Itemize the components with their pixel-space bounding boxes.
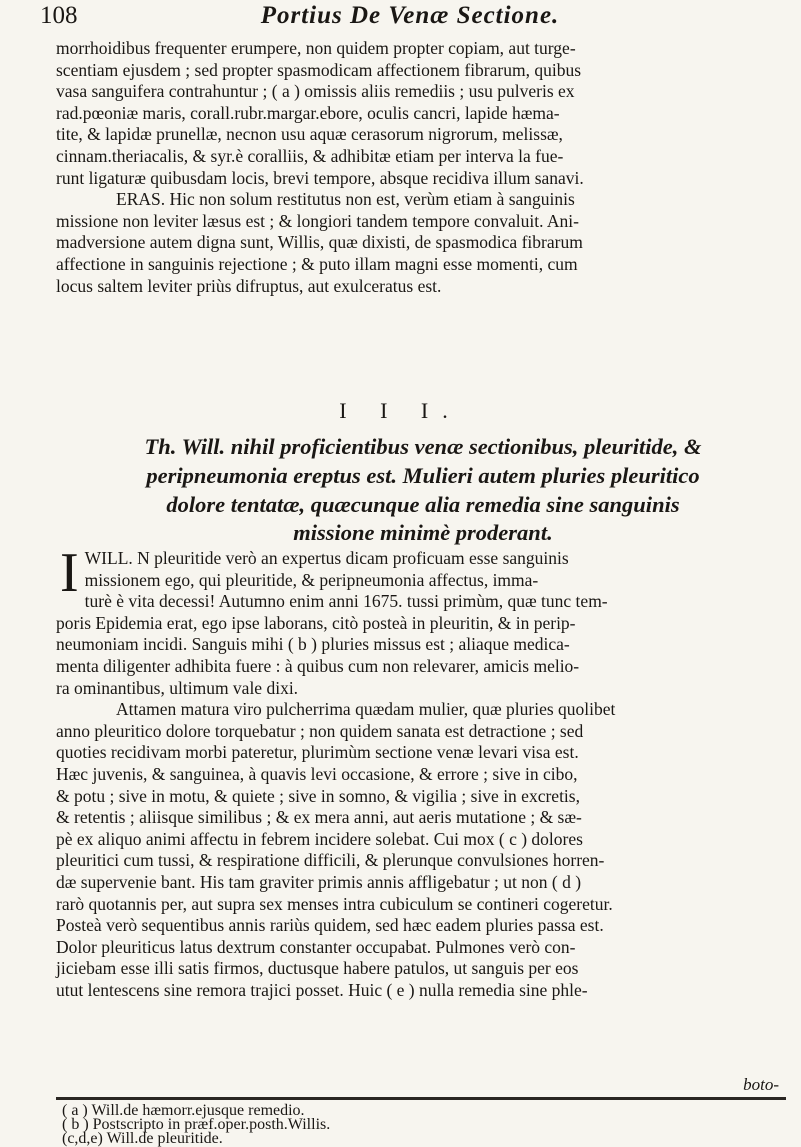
heading-line: missione minimè proderant.	[293, 520, 553, 546]
heading-line: peripneumonia ereptus est. Mulieri autem pluries pleuritico	[146, 462, 700, 488]
catchword: boto-	[743, 1075, 779, 1094]
main-text	[56, 542, 786, 1001]
text-line: dæ supervenie bant. His tam graviter primis annis affligebatur ; ut non ( d )	[56, 871, 582, 892]
speaker-label: WILL.	[84, 548, 133, 568]
text-line: Hæc juvenis, & sanguinea, à quavis levi occasione, & errore ; sive in cibo,	[56, 763, 578, 784]
text-line: vasa sanguifera contrahuntur ; ( a ) omissis aliis remediis ; usu pulveris ex	[56, 81, 575, 102]
text-line: quoties recidivam morbi pateretur, plurimùm sectione venæ levari visa est.	[56, 742, 579, 763]
page-number: 108	[40, 2, 78, 29]
text-line: cinnam.theriacalis, & syr.è coralliis, & adhibitæ etiam per interva la fue-	[56, 145, 564, 166]
text-line: N pleuritide verò an expertus dicam proficuam esse sanguinis	[137, 548, 569, 568]
page-header	[40, 2, 780, 38]
text-line: ra ominantibus, ultimum vale dixi.	[56, 677, 299, 698]
text-line: menta diligenter adhibita fuere : à quibus cum non relevarer, amicis melio-	[56, 655, 580, 676]
text-line: Posteà verò sequentibus annis rariùs quidem, sed hæc eadem pluries passa est.	[56, 915, 604, 936]
footnote-rule	[56, 1097, 786, 1100]
text-line: & potu ; sive in motu, & quiete ; sive in somno, & vigilia ; sive in excretis,	[56, 785, 580, 806]
continued-paragraph	[56, 38, 786, 297]
text-line: poris Epidemia erat, ego ipse laborans, citò posteà in pleuritin, & in perip-	[56, 612, 576, 633]
text-line: ERAS. Hic non solum restitutus non est, verùm etiam à sanguinis	[116, 189, 575, 210]
text-line: rad.pœoniæ maris, corall.rubr.margar.ebore, oculis cancri, lapide hæma-	[56, 102, 560, 123]
text-line: madversione autem digna sunt, Willis, quæ dixisti, de spasmodica fibrarum	[56, 232, 583, 253]
text-line: pè ex aliquo animi affectu in febrem incidere solebat. Cui mox ( c ) dolores	[56, 828, 583, 849]
footnote: (c,d,e) Will.de pleuritide.	[62, 1130, 223, 1147]
text-line: rarò quotannis per, aut supra sex menses intra cubiculum se contineri cogeretur.	[56, 893, 613, 914]
footnotes	[62, 1104, 762, 1146]
footnote: ( a ) Will.de hæmorr.ejusque remedio.	[62, 1102, 305, 1119]
text-line: anno pleuritico dolore torquebatur ; non quidem sanata est detractione ; sed	[56, 720, 584, 741]
text-line: neumoniam incidi. Sanguis mihi ( b ) pluries missus est ; aliaque medica-	[56, 634, 570, 655]
text-line: pleuritici cum tussi, & respiratione difficili, & plerunque convulsiones horren-	[56, 850, 605, 871]
heading-line: Th. Will. nihil proficientibus venæ sectionibus, pleuritide, &	[144, 434, 702, 459]
section-number: I I I.	[339, 398, 462, 423]
heading-line: dolore tentatæ, quæcunque alia remedia sine sanguinis	[166, 491, 680, 517]
text-line: missionem ego, qui pleuritide, & peripneumonia affectus, imma-	[84, 569, 539, 590]
text-line: scentiam ejusdem ; sed propter spasmodicam affectionem fibrarum, quibus	[56, 59, 582, 80]
drop-cap: I	[60, 542, 79, 604]
text-line: utut lentescens sine remora trajici posset. Huic ( e ) nulla remedia sine phle-	[56, 979, 588, 1000]
text-line: affectione in sanguinis rejectione ; & puto illam magni esse momenti, cum	[56, 253, 578, 274]
text-line: missione non leviter læsus est ; & longiori tandem tempore convaluit. Ani-	[56, 210, 579, 231]
text-line: Dolor pleuriticus latus dextrum constanter occupabat. Pulmones verò con-	[56, 936, 576, 957]
text-line: & retentis ; aliisque similibus ; & ex mera anni, aut aeris mutatione ; & sæ-	[56, 807, 582, 828]
footnote: ( b ) Postscripto in præf.oper.posth.Willis.	[62, 1116, 331, 1133]
text-line: Attamen matura viro pulcherrima quædam mulier, quæ pluries quolibet	[116, 699, 616, 720]
section-heading	[60, 433, 786, 548]
text-line: locus saltem leviter priùs difruptus, aut exulceratus est.	[56, 275, 442, 296]
text-line: jiciebam esse illi satis firmos, ductusque habere patulos, ut sanguis per eos	[56, 958, 579, 979]
text-line: morrhoidibus frequenter erumpere, non quidem propter copiam, aut turge-	[56, 38, 576, 58]
running-title: Portius De Venæ Sectione.	[260, 2, 560, 29]
text-line: tite, & lapidæ prunellæ, necnon usu aquæ cerasorum nigrorum, melissæ,	[56, 124, 563, 145]
text-line: turè è vita decessi! Autumno enim anni 1675. tussi primùm, quæ tunc tem-	[84, 591, 608, 612]
text-line: runt ligaturæ quibusdam locis, brevi tempore, absque recidiva illum sanavi.	[56, 167, 584, 188]
